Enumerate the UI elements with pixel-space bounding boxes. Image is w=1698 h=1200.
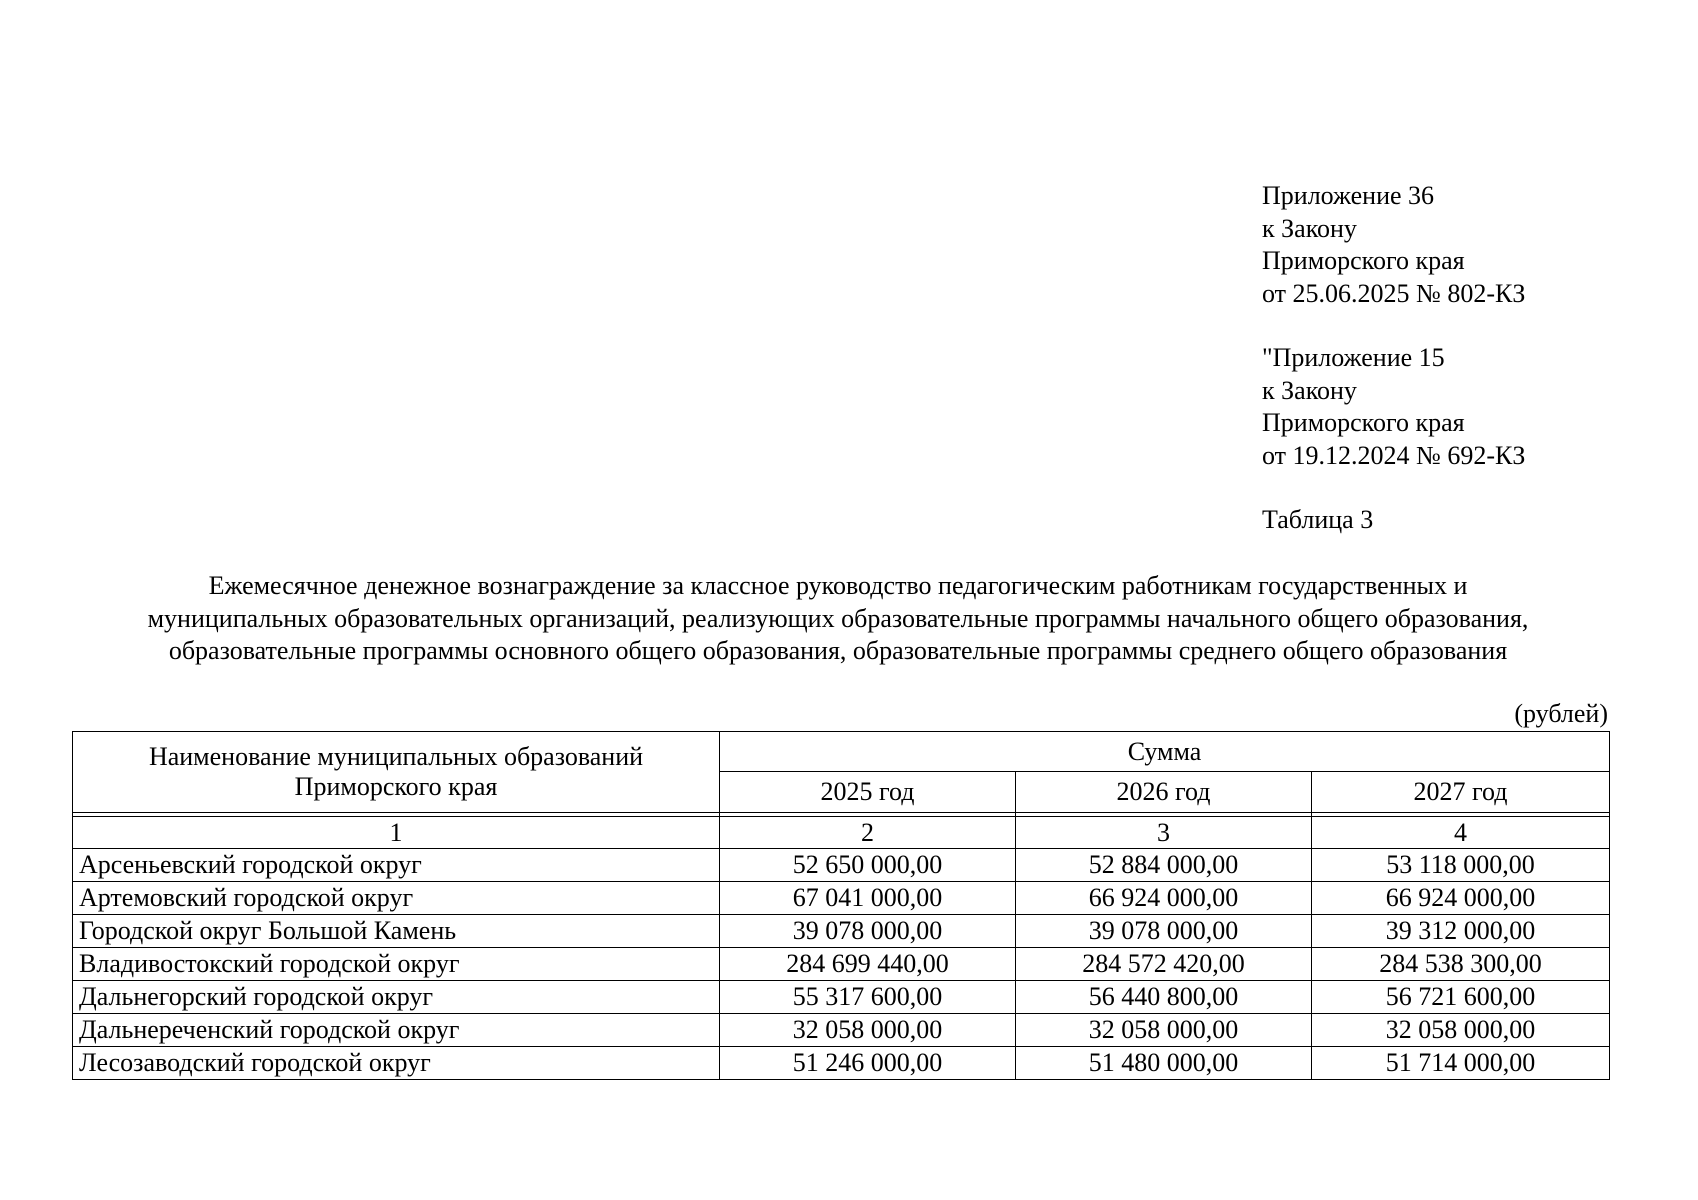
table-row (73, 882, 1610, 915)
municipality-name: Артемовский городской округ (73, 882, 720, 915)
column-number: 4 (1312, 817, 1610, 849)
table-row (73, 1047, 1610, 1080)
amount-2025: 32 058 000,00 (720, 1014, 1016, 1047)
appendix-reference-current (1262, 180, 1525, 310)
table-row (73, 915, 1610, 948)
amount-2026: 284 572 420,00 (1016, 948, 1312, 981)
column-number-row (73, 817, 1610, 849)
appendix-line: к Закону (1262, 375, 1357, 405)
column-number: 2 (720, 817, 1016, 849)
amount-2025: 67 041 000,00 (720, 882, 1016, 915)
municipality-name: Городской округ Большой Камень (73, 915, 720, 948)
title-line: муниципальных образовательных организаций, реализующих образовательные программы начального общего образования, (147, 603, 1529, 633)
appendix-line: Приложение 36 (1262, 181, 1435, 210)
header-year-2027: 2027 год (1312, 772, 1610, 813)
municipality-name: Лесозаводский городской округ (73, 1047, 720, 1080)
allocation-table (72, 731, 1610, 1080)
amount-2026: 52 884 000,00 (1016, 849, 1312, 882)
header-year-2026: 2026 год (1016, 772, 1312, 813)
amount-2026: 66 924 000,00 (1016, 882, 1312, 915)
municipality-name: Арсеньевский городской округ (73, 849, 720, 882)
appendix-line: Приморского края (1262, 246, 1465, 275)
amount-2026: 39 078 000,00 (1016, 915, 1312, 948)
appendix-line: Приморского края (1262, 408, 1465, 437)
table-row (73, 849, 1610, 882)
table-number: Таблица 3 (1262, 505, 1374, 534)
appendix-line: "Приложение 15 (1262, 343, 1445, 372)
amount-2027: 32 058 000,00 (1312, 1014, 1610, 1047)
appendix-line: от 19.12.2024 № 692-КЗ (1262, 440, 1526, 470)
header-year-2025: 2025 год (720, 772, 1016, 813)
amount-2027: 51 714 000,00 (1312, 1047, 1610, 1080)
table-row (73, 948, 1610, 981)
appendix-line: к Закону (1262, 213, 1357, 243)
title-line: Ежемесячное денежное вознаграждение за классное руководство педагогическим работникам государственных и (208, 571, 1468, 600)
amount-2027: 66 924 000,00 (1312, 882, 1610, 915)
amount-2025: 39 078 000,00 (720, 915, 1016, 948)
amount-2026: 56 440 800,00 (1016, 981, 1312, 1014)
amount-2027: 284 538 300,00 (1312, 948, 1610, 981)
amount-2027: 39 312 000,00 (1312, 915, 1610, 948)
amount-2025: 55 317 600,00 (720, 981, 1016, 1014)
amount-2025: 52 650 000,00 (720, 849, 1016, 882)
amount-2027: 56 721 600,00 (1312, 981, 1610, 1014)
table-row (73, 981, 1610, 1014)
appendix-line: от 25.06.2025 № 802-КЗ (1262, 278, 1526, 308)
municipality-name: Владивостокский городской округ (73, 948, 720, 981)
municipality-name: Дальнегорский городской округ (73, 981, 720, 1014)
table-row (73, 1014, 1610, 1047)
column-number: 1 (73, 817, 720, 849)
header-municipality-name: Наименование муниципальных образований Приморского края (73, 732, 720, 813)
column-number: 3 (1016, 817, 1312, 849)
appendix-reference-amended (1262, 342, 1525, 472)
units-label: (рублей) (1514, 699, 1608, 728)
title-line: образовательные программы основного общего образования, образовательные программы среднего общего образования (168, 636, 1508, 665)
amount-2025: 284 699 440,00 (720, 948, 1016, 981)
amount-2025: 51 246 000,00 (720, 1047, 1016, 1080)
document-title (60, 570, 1616, 668)
header-sum: Сумма (720, 732, 1610, 772)
amount-2026: 32 058 000,00 (1016, 1014, 1312, 1047)
municipality-name: Дальнереченский городской округ (73, 1014, 720, 1047)
amount-2027: 53 118 000,00 (1312, 849, 1610, 882)
amount-2026: 51 480 000,00 (1016, 1047, 1312, 1080)
